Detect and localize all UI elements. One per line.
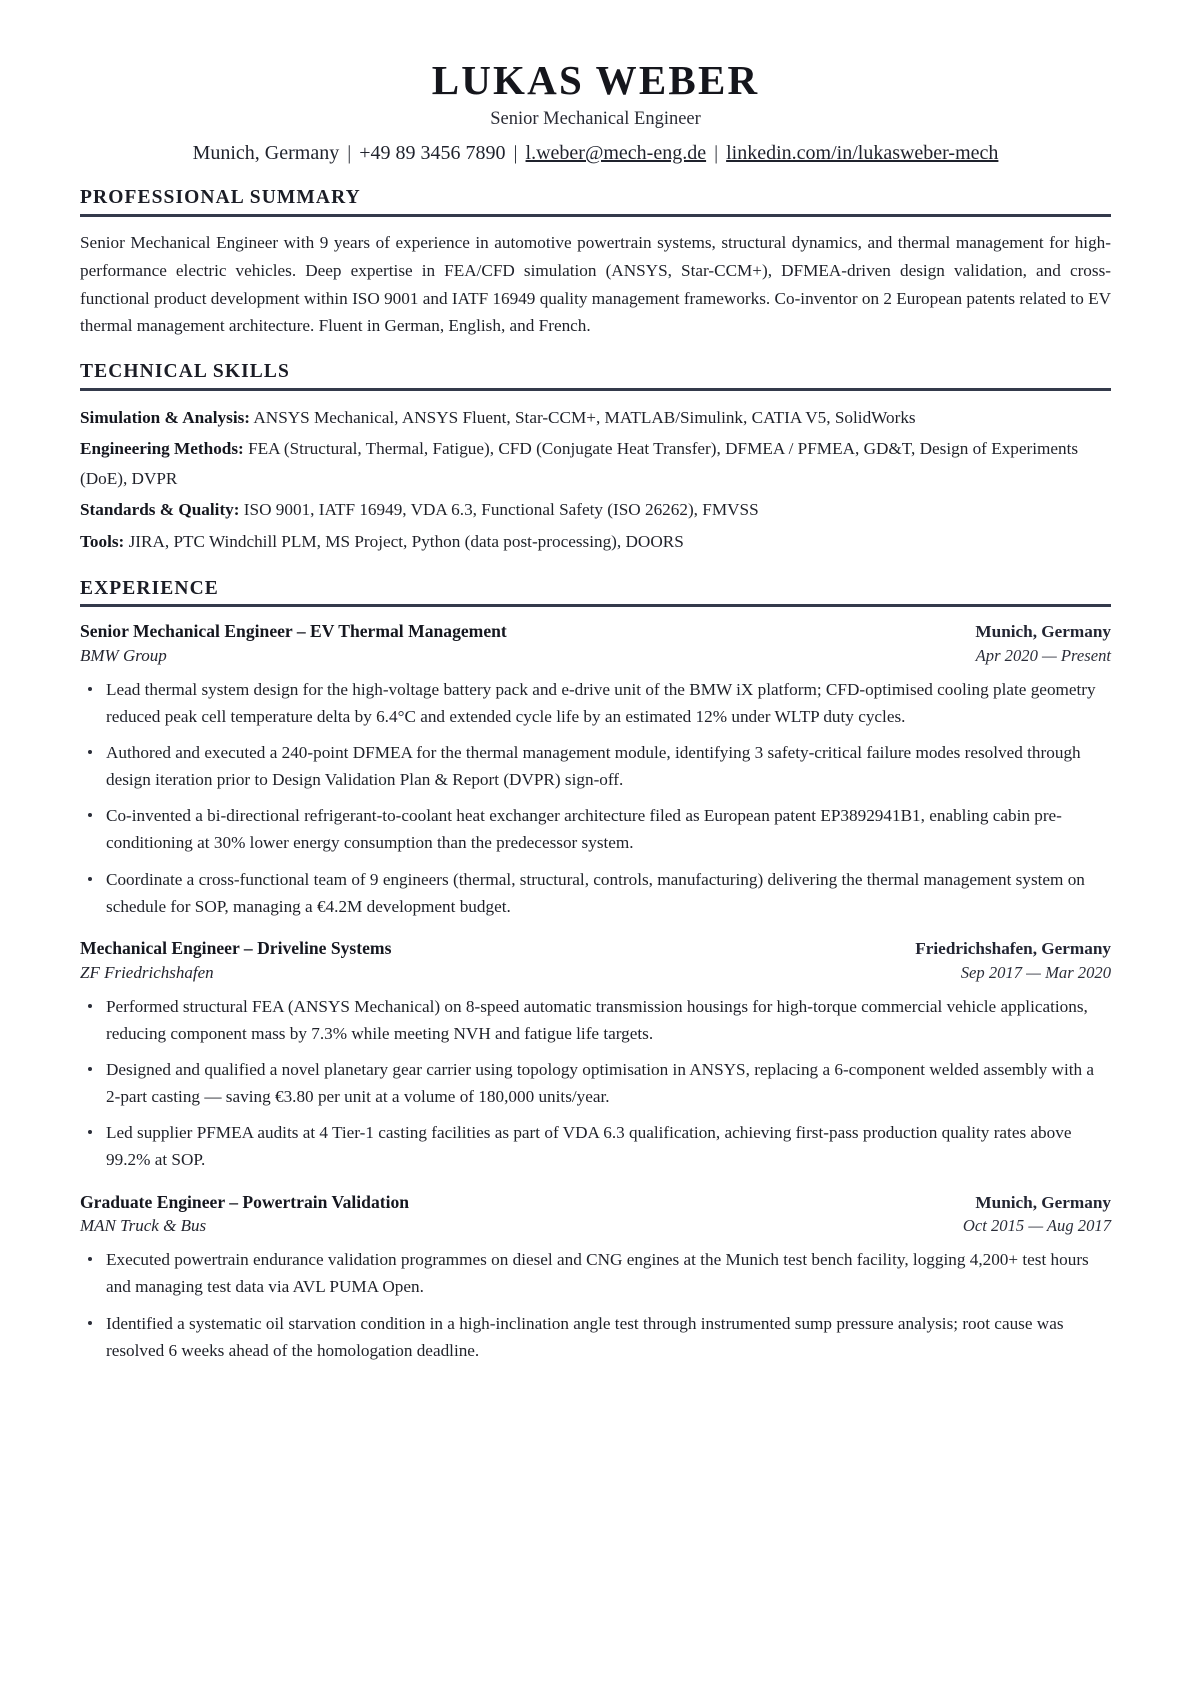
contact-linkedin-link[interactable]: linkedin.com/in/lukasweber-mech [726, 142, 999, 165]
section-divider [80, 604, 1111, 607]
skill-category-label: Tools: [80, 531, 125, 551]
job-title: Mechanical Engineer – Driveline Systems [80, 937, 392, 958]
resume-header [80, 58, 1111, 166]
job-company-row [80, 644, 1111, 668]
job-company: MAN Truck & Bus [80, 1216, 207, 1236]
job-title: Graduate Engineer – Powertrain Validation [80, 1191, 410, 1212]
job-bullet: Executed powertrain endurance validation programmes on diesel and CNG engines at the Munich test bench facility, logging 4,200+ test hours and managing test data via AVL PUMA Open. [80, 1246, 1111, 1300]
section-professional-summary [80, 186, 1111, 340]
job-dates: Sep 2017 — Mar 2020 [960, 962, 1111, 982]
job-location: Munich, Germany [975, 621, 1111, 641]
skill-line [80, 434, 1111, 493]
skill-category-value: FEA (Structural, Thermal, Fatigue), CFD (Conjugate Heat Transfer), DFMEA / PFMEA, GD&T, Design of Experiments (DoE), DVPR [80, 439, 1079, 488]
experience-entry [80, 1190, 1111, 1364]
contact-email-link[interactable]: l.weber@mech-eng.de [525, 142, 707, 165]
job-dates: Apr 2020 — Present [975, 645, 1111, 665]
candidate-headline: Senior Mechanical Engineer [490, 109, 701, 130]
job-bullet: Performed structural FEA (ANSYS Mechanical) on 8-speed automatic transmission housings for high-torque commercial vehicle applications, reducing component mass by 7.3% while meeting NVH and fatigue life targets. [80, 993, 1111, 1047]
section-title-skills: TECHNICAL SKILLS [80, 361, 290, 383]
section-title-summary: PROFESSIONAL SUMMARY [80, 187, 361, 209]
section-technical-skills [80, 360, 1111, 556]
job-bullet: Designed and qualified a novel planetary gear carrier using topology optimisation in ANSYS, replacing a 6-component welded assembly with a 2-part casting — saving €3.80 per unit at a volume of 180,000 units/year. [80, 1056, 1111, 1110]
contact-separator: | [513, 142, 518, 165]
job-bullet: Led supplier PFMEA audits at 4 Tier-1 casting facilities as part of VDA 6.3 qualification, achieving first-pass production quality rates above 99.2% at SOP. [80, 1119, 1111, 1173]
skill-category-value: ISO 9001, IATF 16949, VDA 6.3, Functional Safety (ISO 26262), FMVSS [239, 500, 759, 520]
job-bullet: Co-invented a bi-directional refrigerant-to-coolant heat exchanger architecture filed as European patent EP3892941B1, enabling cabin pre-conditioning at 30% lower energy consumption than the predecessor system. [80, 802, 1111, 856]
contact-location: Munich, Germany [192, 142, 340, 165]
job-title: Senior Mechanical Engineer – EV Thermal Management [80, 620, 507, 641]
job-location: Munich, Germany [975, 1192, 1111, 1212]
skill-line [80, 527, 1111, 557]
job-bullet: Identified a systematic oil starvation condition in a high-inclination angle test through instrumented sump pressure analysis; root cause was resolved 6 weeks ahead of the homologation deadline. [80, 1310, 1111, 1364]
candidate-name: LUKAS WEBER [431, 57, 760, 103]
skill-category-label: Engineering Methods: [80, 439, 244, 459]
skill-line [80, 495, 1111, 525]
section-divider [80, 214, 1111, 217]
job-company-row [80, 1214, 1111, 1238]
contact-phone: +49 89 3456 7890 [359, 142, 506, 165]
job-title-row [80, 936, 1111, 961]
job-bullet: Coordinate a cross-functional team of 9 engineers (thermal, structural, controls, manufacturing) delivering the thermal management system on schedule for SOP, managing a €4.2M development budget. [80, 866, 1111, 920]
summary-text: Senior Mechanical Engineer with 9 years of experience in automotive powertrain systems, structural dynamics, and thermal management for high-performance electric vehicles. Deep expertise in FEA/CFD simulation (ANSYS, Star-CCM+), DFMEA-driven design validation, and cross-functional product development within ISO 9001 and IATF 16949 quality management frameworks. Co-inventor on 2 European patents related to EV thermal management architecture. Fluent in German, English, and French. [80, 232, 1112, 336]
skill-category-value: JIRA, PTC Windchill PLM, MS Project, Python (data post-processing), DOORS [124, 531, 684, 551]
section-title-experience: EXPERIENCE [80, 577, 219, 599]
contact-separator: | [347, 142, 352, 165]
skill-line [80, 403, 1111, 433]
job-company-row [80, 961, 1111, 985]
skill-category-value: ANSYS Mechanical, ANSYS Fluent, Star-CCM+, MATLAB/Simulink, CATIA V5, SolidWorks [250, 407, 916, 427]
experience-entry [80, 619, 1111, 920]
experience-entry [80, 936, 1111, 1174]
section-divider [80, 388, 1111, 391]
contact-separator: | [714, 142, 719, 165]
job-bullet: Authored and executed a 240-point DFMEA for the thermal management module, identifying 3 safety-critical failure modes resolved through design iteration prior to Design Validation Plan & Report (DVPR) sign-off. [80, 739, 1111, 793]
job-location: Friedrichshafen, Germany [915, 938, 1111, 958]
job-dates: Oct 2015 — Aug 2017 [962, 1216, 1111, 1236]
job-company: BMW Group [80, 645, 167, 665]
contact-line [80, 140, 1111, 166]
job-bullet-list [80, 993, 1111, 1174]
job-company: ZF Friedrichshafen [80, 962, 214, 982]
skill-category-label: Simulation & Analysis: [80, 407, 251, 427]
skills-list [80, 403, 1111, 557]
job-title-row [80, 619, 1111, 644]
skill-category-label: Standards & Quality: [80, 500, 240, 520]
job-bullet-list [80, 1246, 1111, 1364]
job-bullet-list [80, 676, 1111, 920]
job-title-row [80, 1190, 1111, 1215]
section-experience [80, 577, 1111, 1364]
job-bullet: Lead thermal system design for the high-voltage battery pack and e-drive unit of the BMW iX platform; CFD-optimised cooling plate geometry reduced peak cell temperature delta by 6.4°C and extended cycle life by an estimated 12% under WLTP duty cycles. [80, 676, 1111, 730]
